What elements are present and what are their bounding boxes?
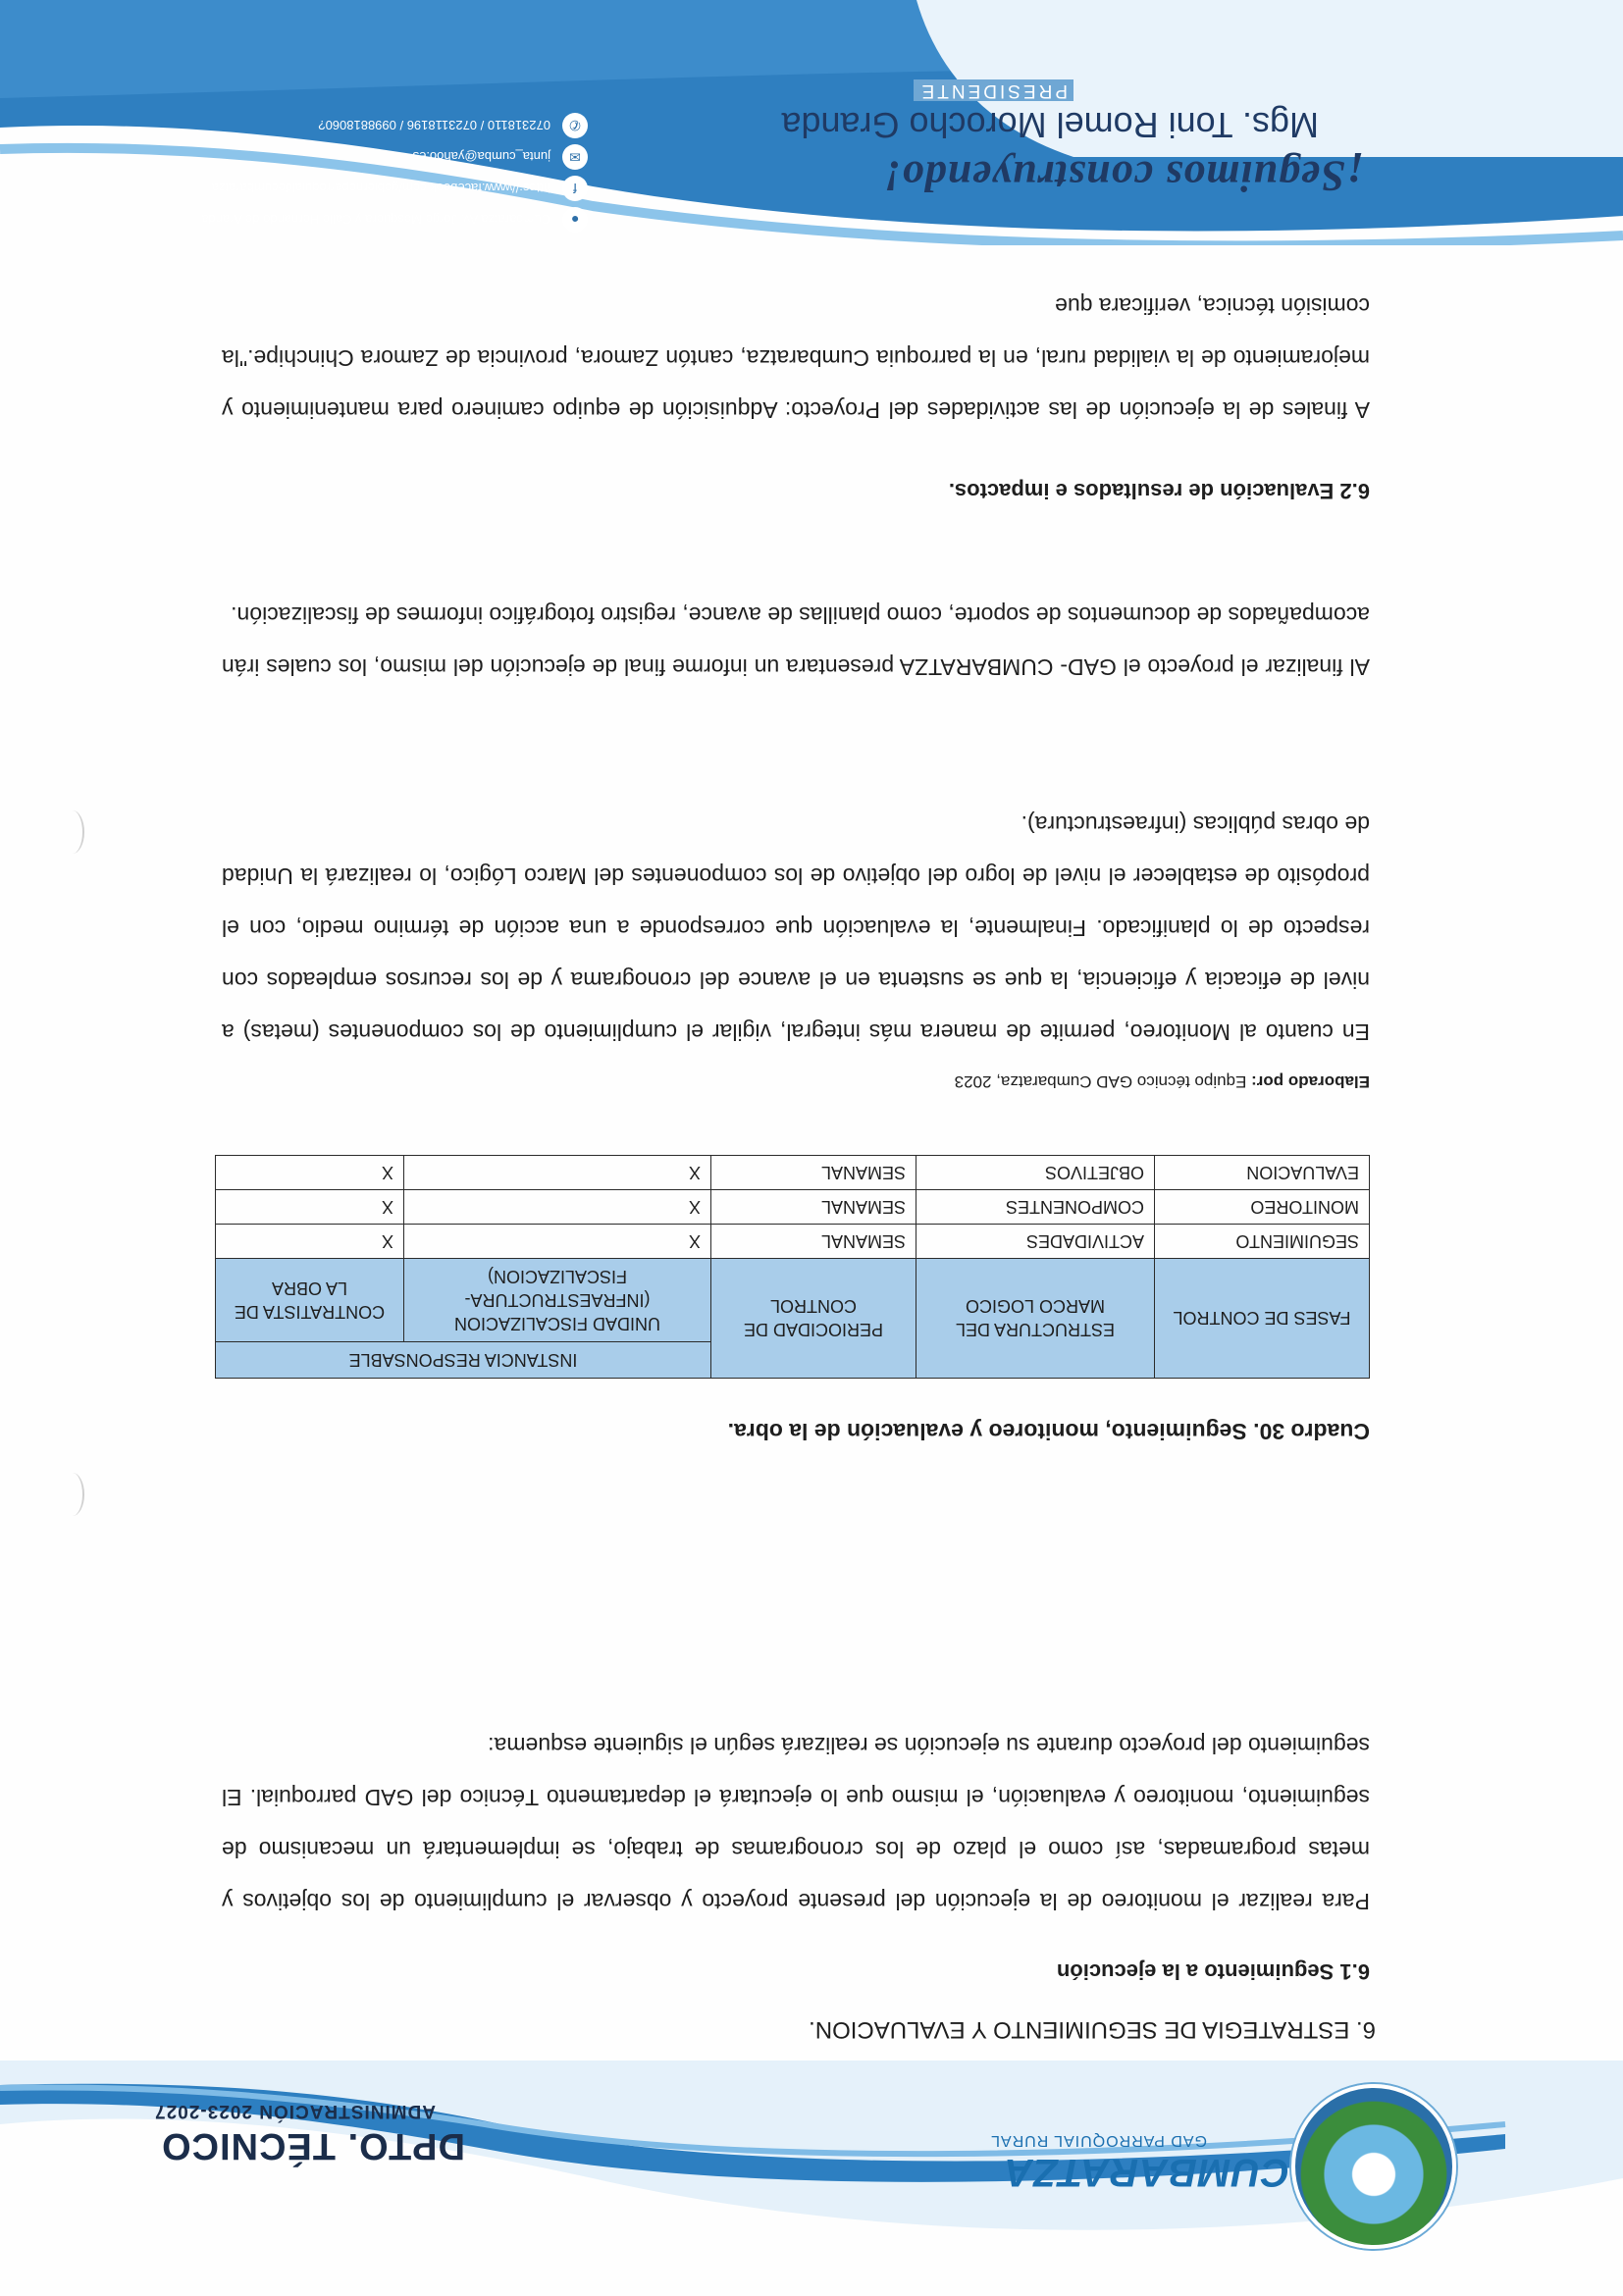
source-label: Elaborado por: (1251, 1072, 1370, 1091)
table-cell: X (404, 1190, 711, 1225)
col-header-fases: FASES DE CONTROL (1155, 1259, 1370, 1379)
table-row (216, 1225, 1370, 1259)
page-header (0, 2061, 1623, 2296)
col-header-periocidad: PERIOCIDAD DE CONTROL (711, 1259, 916, 1379)
section-6-heading: 6. ESTRATEGIA DE SEGUIMIENTO Y EVALUACION. (809, 2016, 1376, 2043)
section-6-1-paragraph: Para realizar el monitoreo de la ejecución del presente proyecto y observar el cumplimiento de los objetivos y metas programadas, así como el plazo de los cronogramas de trabajo, se implementará un mecanismo de seguimiento, monitoreo y evaluación, el mismo que lo ejecutará el departamento Técnico del GAD parroquial. El seguimiento del proyecto durante su ejecución se realizará según el siguiente esquema: (222, 1733, 1370, 1914)
table-cell: X (404, 1225, 711, 1259)
table-cell: COMPONENTES (916, 1190, 1155, 1225)
contact-address (78, 204, 588, 235)
footer-contacts (78, 110, 588, 235)
col-header-instancia: INSTANCIA RESPONSABLE (216, 1342, 711, 1379)
logo-name: CUMBARATZA (1003, 2151, 1289, 2194)
table-row (216, 1190, 1370, 1225)
table-cell: X (216, 1190, 404, 1225)
col-header-estructura: ESTRUCTURA DEL MARCO LOGICO (916, 1259, 1155, 1379)
section-6-1-heading: 6.1 Seguimiento a la ejecución (1056, 1959, 1370, 1984)
address-text: Cumbaratza Av. Jorge Mosquera y Calle Hernando de Aranda (201, 212, 550, 228)
email-icon: ✉ (562, 144, 588, 170)
table-cell: EVALUACION (1155, 1156, 1370, 1190)
punch-hole-mark (61, 810, 84, 854)
cumbaratza-logo-emblem (1291, 2084, 1456, 2249)
table-source (955, 1071, 1370, 1091)
location-pin-icon: ● (562, 207, 588, 233)
table-cell: ACTIVIDADES (916, 1225, 1155, 1259)
logo-subtitle: GAD PARROQUIAL RURAL (990, 2132, 1207, 2149)
table-cell: SEMANAL (711, 1225, 916, 1259)
table-cell: X (216, 1225, 404, 1259)
contact-facebook[interactable] (78, 173, 588, 204)
contact-phone (78, 110, 588, 141)
department-title: DPTO. TÉCNICO (161, 2125, 465, 2166)
table-cell: SEMANAL (711, 1190, 916, 1225)
resultados-paragraph: A finales de la ejecución de las actividades del Proyecto: Adquisición de equipo caminero para mantenimiento y mejoramiento de la vialidad rural, en la parroquia Cumbaratza, cantón Zamora, provincia de Zamora Chinchipe."la comisión técnica, verificara que (222, 293, 1370, 423)
table-cell: X (404, 1156, 711, 1190)
phone-text: 072318110 / 0723118196 / 0998818060? (318, 118, 550, 133)
footer-slogan: ¡Seguimos construyendo! (883, 152, 1363, 200)
table-cell: OBJETIVOS (916, 1156, 1155, 1190)
control-table (215, 1155, 1370, 1379)
email-link[interactable]: junta_cumba@yahoo.es (412, 149, 550, 165)
section-6-2-heading: 6.2 Evaluación de resultados e impactos. (948, 479, 1370, 503)
president-name: Mgs. Toni Romel Morocho Granda (781, 105, 1319, 145)
facebook-link[interactable]: https://www.facebook.com/gobiernoparroquialdecumbaratza (211, 181, 550, 196)
punch-hole-mark (61, 1473, 84, 1516)
table-caption: Cuadro 30. Seguimiento, monitoreo y evaluación de la obra. (727, 1419, 1370, 1444)
table-cell: SEMANAL (711, 1156, 916, 1190)
table-cell: X (216, 1156, 404, 1190)
department-subtitle: ADMINISTRACIÓN 2023-2027 (154, 2101, 436, 2121)
contact-email[interactable] (78, 141, 588, 173)
table-cell: SEGUIMIENTO (1155, 1225, 1370, 1259)
col-header-contratista: CONTRATISTA DE LA OBRA (216, 1259, 404, 1342)
table-row (216, 1156, 1370, 1190)
president-title: PRESIDENTE (914, 79, 1073, 101)
informe-paragraph: Al finalizar el proyecto el GAD- CUMBARATZA presentara un informe final de ejecución del mismo, los cuales irán acompañados de documentos de soporte, como planillas de avance, registro fotográfico informes de fiscalización. (222, 602, 1370, 680)
monitoreo-paragraph: En cuanto al Monitoreo, permite de manera más integral, vigilar el cumplimiento de los componentes (metas) a nivel de eficacia y eficiencia, la que se sustenta en el avance del cronograma y de los recursos empleados con respecto de lo planificado. Finalmente, la evaluación que corresponde a una acción de término medio, con el propósito de establecer el nivel de logro del objetivo de los componentes del Marco Lógico, lo realizará la Unidad de obras públicas (infraestructura). (222, 811, 1370, 1045)
phone-icon: ✆ (562, 113, 588, 138)
facebook-icon: f (562, 176, 588, 201)
source-text: Equipo técnico GAD Cumbaratza, 2023 (954, 1072, 1247, 1091)
table-cell: MONITOREO (1155, 1190, 1370, 1225)
col-header-unidad: UNIDAD FISCALIZACION (INFRAESTRUCTURA-FISCALIZACION) (404, 1259, 711, 1342)
